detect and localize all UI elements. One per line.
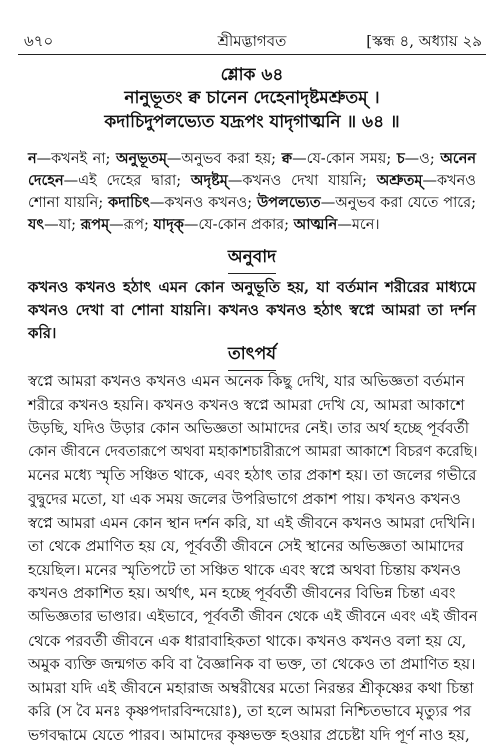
- synonym-word: উপলভ্যেত: [257, 194, 321, 211]
- synonym-meaning: এই দেহের দ্বারা;: [78, 173, 191, 189]
- purport-line: স্বপ্নে আমরা এমন কোন স্থান দর্শন করি, যা এই জীবনে কখনও আমরা দেখিনি।: [28, 514, 476, 532]
- purport-line: থেকে পরবর্তী জীবনে এক ধারাবাহিকতা থাকে। কখনও কখনও বলা হয় যে,: [28, 631, 467, 650]
- purport-heading: [0, 341, 504, 371]
- purport-line: করি (স বৈ মনঃ কৃষ্ণপদারবিন্দয়োঃ), তা হলে আমরা নিশ্চিতভাবে মৃত্যুর পর: [28, 702, 472, 721]
- synonym-word: কদাচিৎ: [108, 194, 150, 211]
- header-rule: [18, 54, 486, 55]
- synonym-meaning: যে-কোন প্রকার;: [198, 217, 294, 233]
- synonym-word: অদৃষ্টম্: [190, 172, 228, 189]
- purport-line: তা থেকে প্রমাণিত হয় যে, পূর্ববর্তী জীবনে সেই স্থানের অভিজ্ঞতা আমাদের: [28, 537, 464, 556]
- purport-line: উড়ছি, যদিও উড়ার কোন অভিজ্ঞতা আমাদের নেই। তার অর্থ হচ্ছে পূর্ববর্তী: [28, 419, 470, 438]
- synonym-word: যাদৃক্: [153, 216, 184, 233]
- purport-heading-text: তাৎপর্য: [228, 341, 276, 371]
- synonym-meaning: মনে।: [351, 217, 380, 233]
- verse-line-1: নানুভূতং ক্ব চানেন দেহেনাদৃষ্টমশ্রুতম্ ।: [124, 88, 380, 108]
- page-number: ৬৭০: [24, 32, 54, 50]
- running-header: [18, 30, 486, 52]
- purport-text: [28, 370, 478, 748]
- synonym-word: অশ্রুতম্: [376, 172, 423, 189]
- purport-line: কখনও প্রকাশিত হয়। অর্থাৎ, মন হচ্ছে পূর্ববর্তী জীবনের বিভিন্ন চিন্তা এবং: [28, 584, 456, 603]
- translation-text: কখনও কখনও হঠাৎ এমন কোন অনুভূতি হয়, যা বর্তমান শরীরের মাধ্যমে কখনও দেখা বা শোনা যায়নি। কখনও কখনও হঠাৎ স্বপ্নে আমরা তা দর্শন করি।: [28, 278, 476, 342]
- synonym-word: চ: [396, 150, 405, 167]
- synonym-meaning: রূপ;: [123, 217, 154, 233]
- synonym-meaning: কখনও কখনও;: [164, 195, 258, 211]
- synonym-word: রূপম্: [80, 216, 110, 233]
- synonym-meaning: কখনই না;: [51, 151, 116, 167]
- sanskrit-verse: [0, 86, 504, 134]
- purport-line: মনের মধ্যে স্মৃতি সঞ্চিত থাকে, এবং হঠাৎ তার প্রকাশ হয়। তা জলের গভীরে: [28, 466, 477, 485]
- synonym-meaning: কখনও শোনা যায়নি;: [28, 173, 476, 211]
- book-title: শ্রীমদ্ভাগবত: [217, 32, 287, 50]
- synonym-meaning: ও;: [419, 151, 441, 167]
- synonym-word: আত্মনি: [293, 216, 338, 233]
- word-synonyms: ন—কখনই না; অনুভূতম্—অনুভব করা হয়; ক্ব—যে-কোন সময়; চ—ও; অনেন দেহেন—এই দেহের দ্বারা; অদৃষ্টম্—কখনও দেখা যায়নি; অশ্রুতম্—কখনও শোনা যায়নি; কদাচিৎ—কখনও কখনও; উপলভ্যেত—অনুভব করা যেতে পারে; যৎ—যা; রূপম্—রূপ; যাদৃক্—যে-কোন প্রকার; আত্মনি—মনে।: [28, 150, 477, 233]
- purport-line: আমরা যদি এই জীবনে মহারাজ অম্বরীষের মতো নিরন্তর শ্রীকৃষ্ণের কথা চিন্তা: [28, 678, 474, 697]
- verse-line-2: কদাচিদুপলভ্যেত যদ্রূপং যাদৃগাত্মনি ॥ ৬৪ ॥: [104, 112, 400, 132]
- purport-line: শরীরে কখনও হয়নি। কখনও কখনও স্বপ্নে আমরা দেখি যে, আমরা আকাশে: [28, 395, 465, 414]
- synonym-meaning: অনুভব করা হয়;: [181, 151, 282, 167]
- synonym-word: অনুভূতম্: [115, 150, 167, 167]
- purport-line: ভগবদ্ধামে যেতে পারব। আমাদের কৃষ্ণভক্ত হওয়ার প্রচেষ্টা যদি পূর্ণ নাও হয়,: [28, 725, 470, 744]
- purport-line: হয়েছিল। মনের স্মৃতিপটে তা সঞ্চিত থাকে এবং স্বপ্নে অথবা চিন্তায় কখনও: [28, 560, 462, 579]
- translation-heading-text: অনুবাদ: [228, 244, 276, 274]
- synonym-word: ক্ব: [281, 150, 293, 167]
- translation-heading: [0, 244, 504, 274]
- synonym-word: ন: [28, 150, 37, 167]
- purport-line: অমুক ব্যক্তি জন্মগত কবি বা বৈজ্ঞানিক বা ভক্ত, তা থেকেও তা প্রমাণিত হয়।: [28, 655, 476, 674]
- synonym-meaning: অনুভব করা যেতে পারে;: [335, 195, 476, 211]
- purport-line: বুদ্বুদের মতো, যা এক সময় জলের উপরিভাগে প্রকাশ পায়। কখনও কখনও: [28, 489, 461, 508]
- synonym-word: যৎ: [28, 216, 45, 233]
- purport-line: কোন জীবনে দেবতারূপে অথবা মহাকাশচারীরূপে আমরা আকাশে বিচরণ করেছি।: [28, 443, 478, 460]
- purport-line: স্বপ্নে আমরা কখনও কখনও এমন অনেক কিছু দেখি, যার অভিজ্ঞতা বর্তমান: [28, 372, 465, 390]
- synonym-meaning: কখনও দেখা যায়নি;: [242, 173, 377, 189]
- verse-heading: শ্লোক ৬৪: [220, 65, 284, 85]
- synonym-word: অনেন দেহেন: [28, 150, 477, 189]
- synonym-meaning: যা;: [58, 217, 81, 233]
- synonym-meaning: যে-কোন সময়;: [306, 151, 397, 167]
- chapter-reference: [স্কন্ধ ৪, অধ্যায় ২৯: [366, 32, 482, 50]
- purport-line: অভিজ্ঞতার ভাণ্ডার। এইভাবে, পূর্ববর্তী জীবন থেকে এই জীবনে এবং এই জীবন: [28, 608, 478, 625]
